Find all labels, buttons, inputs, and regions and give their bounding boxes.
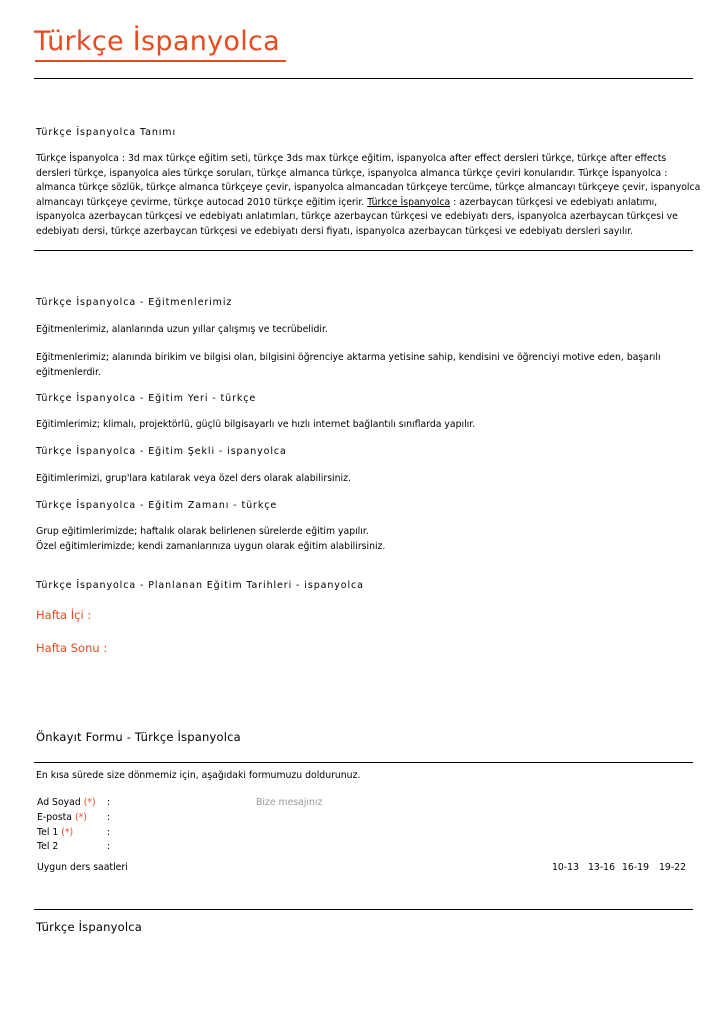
name-label (37, 797, 96, 808)
definition-line: edebiyatı dersi, türkçe azerbaycan türkçesi ve edebiyatı dersi fiyatı, ispanyolca azerbaycan türkçesi ve edebiyatı dersleri sayılır. (36, 225, 634, 237)
time-text (36, 525, 694, 554)
tel2-input[interactable] (114, 838, 244, 853)
form-intro: En kısa sürede size dönmemiz için, aşağıdaki formumuzu doldurunuz. (36, 770, 361, 781)
slot-option[interactable]: 10-13 (552, 862, 580, 873)
definition-line: almanca türkçe sözlük, türkçe almanca türkçeye çevir, ispanyolca almancadan türkçeye tercüme, türkçe almancayı türkçeye çevir, ispanyolca (36, 182, 701, 193)
name-colon: : (107, 797, 111, 808)
place-text: Eğitimlerimiz; klimalı, projektörlü, güçlü bilgisayarlı ve hızlı internet bağlantılı sınıflarda yapılır. (36, 419, 476, 430)
name-label-text: Ad Soyad (37, 797, 81, 808)
page-title: Türkçe İspanyolca (34, 26, 280, 57)
definition-text-segment: : azerbaycan türkçesi ve edebiyatı anlatımı, (450, 196, 658, 208)
tel1-colon: : (107, 827, 111, 838)
turkce-ispanyolca-link[interactable]: Türkçe İspanyolca (367, 196, 451, 208)
dates-heading: Türkçe İspanyolca - Planlanan Eğitim Tarihleri - ispanyolca (36, 580, 364, 591)
tel2-label: Tel 2 (37, 841, 59, 852)
format-text: Eğitimlerimizi, grup'lara katılarak veya özel ders olarak alabilirsiniz. (36, 473, 351, 484)
definition-line (36, 196, 694, 211)
place-heading: Türkçe İspanyolca - Eğitim Yeri - türkçe (36, 393, 257, 404)
definition-line: Türkçe İspanyolca : 3d max türkçe eğitim seti, türkçe 3ds max türkçe eğitim, ispanyolca after effect dersleri türkçe, türkçe after effects (36, 153, 667, 164)
definition-line: ispanyolca azerbaycan türkçesi ve edebiyatı anlatımları, türkçe azerbaycan türkçesi ve edebiyatı ders, ispanyolca azerbaycan türkçesi ve (36, 211, 678, 222)
definition-text (36, 152, 701, 239)
instructors-detail (36, 351, 694, 380)
slot-option[interactable]: 13-16 (588, 862, 616, 873)
divider (34, 762, 693, 763)
weekdays-label: Hafta İçi : (36, 608, 92, 622)
definition-line: dersleri türkçe, ispanyolca ales türkçe soruları, türkçe almanca türkçe, ispanyolca almanca türkçe çeviri konularıdır. Türkçe İspanyolca : (36, 167, 668, 179)
footer-title: Türkçe İspanyolca (36, 920, 143, 934)
tel2-colon: : (107, 841, 111, 852)
title-underline (35, 60, 286, 62)
divider (34, 250, 693, 251)
required-mark: (*) (61, 827, 74, 838)
email-label (37, 812, 87, 823)
form-title: Önkayıt Formu - Türkçe İspanyolca (36, 730, 241, 744)
format-heading: Türkçe İspanyolca - Eğitim Şekli - ispanyolca (36, 446, 287, 457)
slot-option[interactable]: 16-19 (622, 862, 650, 873)
tel1-label (37, 827, 73, 838)
instructors-detail-line: eğitmenlerdir. (36, 366, 101, 378)
instructors-text: Eğitmenlerimiz, alanlarında uzun yıllar çalışmış ve tecrübelidir. (36, 324, 328, 335)
time-text-line: Grup eğitimlerimizde; haftalık olarak belirlenen sürelerde eğitim yapılır. (36, 526, 369, 537)
required-mark: (*) (74, 812, 87, 823)
name-input[interactable] (114, 794, 244, 809)
email-colon: : (107, 812, 111, 823)
time-text-line: Özel eğitimlerimizde; kendi zamanlarınıza uygun olarak eğitim alabilirsiniz. (36, 540, 386, 552)
divider (34, 78, 693, 79)
required-mark: (*) (83, 797, 96, 808)
tel1-label-text: Tel 1 (37, 827, 59, 838)
tel1-input[interactable] (114, 824, 244, 839)
slot-option[interactable]: 19-22 (659, 862, 687, 873)
definition-text-segment: almancayı türkçeye çevirme, türkçe autocad 2010 türkçe eğitim içerir. (36, 196, 368, 208)
email-label-text: E-posta (37, 812, 73, 823)
time-heading: Türkçe İspanyolca - Eğitim Zamanı - türkçe (36, 500, 278, 511)
definition-heading: Türkçe İspanyolca Tanımı (36, 127, 176, 138)
message-textarea[interactable]: Bize mesajınız (256, 797, 323, 808)
instructors-detail-line: Eğitmenlerimiz; alanında birikim ve bilgisi olan, bilgisini öğrenciye aktarma yetisine sahip, kendisini ve öğrenciyi motive eden, başarılı (36, 352, 661, 363)
instructors-heading: Türkçe İspanyolca - Eğitmenlerimiz (36, 297, 233, 308)
hours-label: Uygun ders saatleri (37, 862, 128, 873)
weekend-label: Hafta Sonu : (36, 641, 108, 655)
divider (34, 909, 693, 910)
email-input[interactable] (114, 809, 244, 824)
